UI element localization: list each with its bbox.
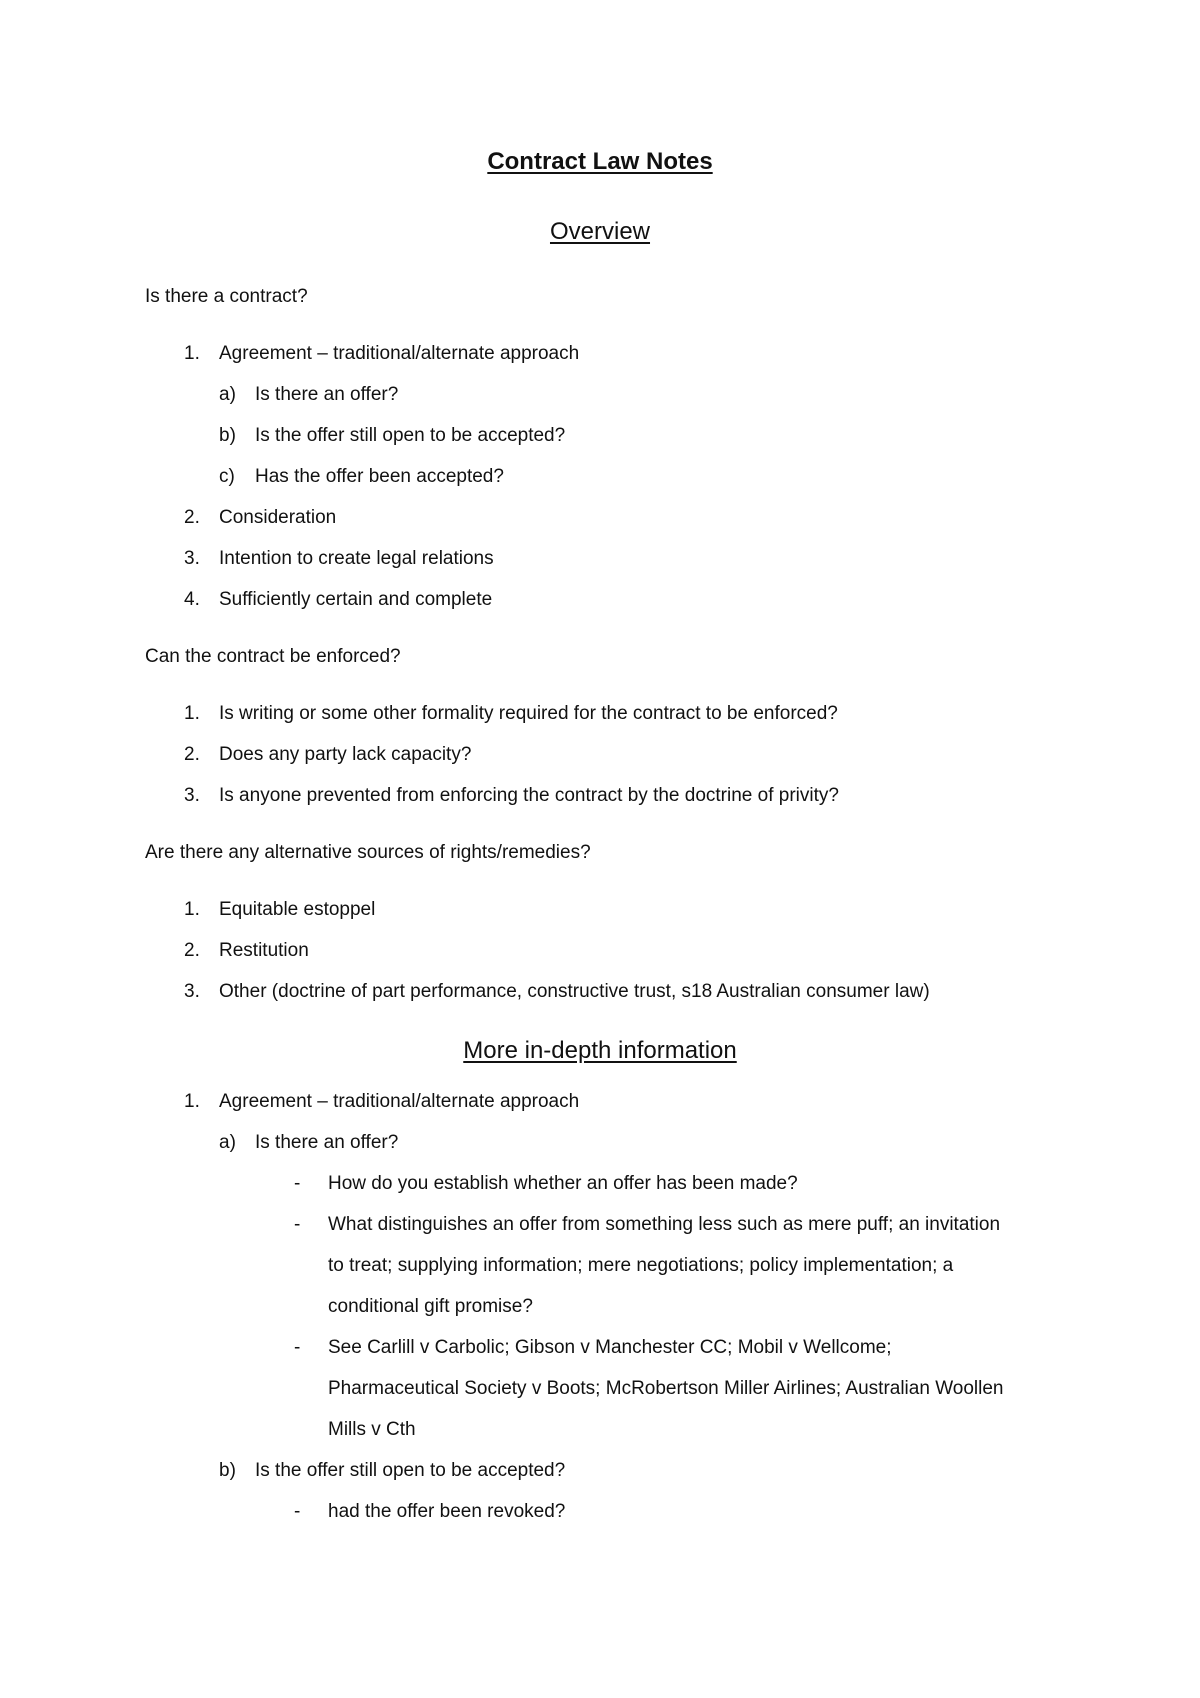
list-number: 1. bbox=[184, 343, 200, 364]
list-item: Other (doctrine of part performance, constructive trust, s18 Australian consumer law) bbox=[219, 981, 930, 1002]
list-item: Is the offer still open to be accepted? bbox=[255, 1460, 566, 1481]
list-number: 4. bbox=[184, 589, 200, 610]
list-item: Is the offer still open to be accepted? bbox=[255, 425, 566, 446]
list-item: Equitable estoppel bbox=[219, 899, 376, 920]
question-is-there-contract: Is there a contract? bbox=[145, 286, 308, 307]
list-number: 2. bbox=[184, 940, 200, 961]
question-alternative-sources: Are there any alternative sources of rights/remedies? bbox=[145, 842, 591, 863]
bullet-text: Pharmaceutical Society v Boots; McRobertson Miller Airlines; Australian Woollen bbox=[328, 1378, 1004, 1399]
bullet-dash: - bbox=[294, 1173, 301, 1194]
list-letter: a) bbox=[219, 384, 236, 405]
list-item: Consideration bbox=[219, 507, 337, 528]
bullet-dash: - bbox=[294, 1501, 301, 1522]
list-number: 1. bbox=[184, 899, 200, 920]
bullet-text: What distinguishes an offer from something less such as mere puff; an invitation bbox=[328, 1214, 1001, 1235]
bullet-dash: - bbox=[294, 1214, 301, 1235]
list-number: 1. bbox=[184, 1091, 200, 1112]
list-item: Sufficiently certain and complete bbox=[219, 589, 493, 610]
document-title: Contract Law Notes bbox=[487, 148, 713, 175]
list-item: Has the offer been accepted? bbox=[255, 466, 504, 487]
list-item: Intention to create legal relations bbox=[219, 548, 494, 569]
list-number: 3. bbox=[184, 981, 200, 1002]
overview-heading: Overview bbox=[549, 218, 651, 245]
list-item: Is there an offer? bbox=[255, 384, 399, 405]
list-item: Is writing or some other formality required for the contract to be enforced? bbox=[219, 703, 838, 724]
bullet-text: conditional gift promise? bbox=[328, 1296, 533, 1317]
bullet-text: had the offer been revoked? bbox=[328, 1501, 566, 1522]
list-item: Restitution bbox=[219, 940, 309, 961]
list-letter: b) bbox=[219, 425, 236, 446]
bullet-text: See Carlill v Carbolic; Gibson v Manchester CC; Mobil v Wellcome; bbox=[328, 1337, 892, 1358]
question-can-enforce: Can the contract be enforced? bbox=[145, 646, 401, 667]
list-item: Does any party lack capacity? bbox=[219, 744, 472, 765]
list-item: Is there an offer? bbox=[255, 1132, 399, 1153]
bullet-text: Mills v Cth bbox=[328, 1419, 416, 1440]
list-number: 3. bbox=[184, 548, 200, 569]
list-item: Agreement – traditional/alternate approach bbox=[219, 343, 580, 364]
list-letter: b) bbox=[219, 1460, 236, 1481]
list-number: 3. bbox=[184, 785, 200, 806]
list-number: 1. bbox=[184, 703, 200, 724]
bullet-text: to treat; supplying information; mere negotiations; policy implementation; a bbox=[328, 1255, 954, 1276]
list-number: 2. bbox=[184, 507, 200, 528]
list-item: Agreement – traditional/alternate approach bbox=[219, 1091, 580, 1112]
bullet-dash: - bbox=[294, 1337, 301, 1358]
list-letter: a) bbox=[219, 1132, 236, 1153]
bullet-text: How do you establish whether an offer has been made? bbox=[328, 1173, 798, 1194]
list-number: 2. bbox=[184, 744, 200, 765]
list-item: Is anyone prevented from enforcing the contract by the doctrine of privity? bbox=[219, 785, 839, 806]
list-letter: c) bbox=[219, 466, 235, 487]
in-depth-heading: More in-depth information bbox=[463, 1037, 737, 1064]
